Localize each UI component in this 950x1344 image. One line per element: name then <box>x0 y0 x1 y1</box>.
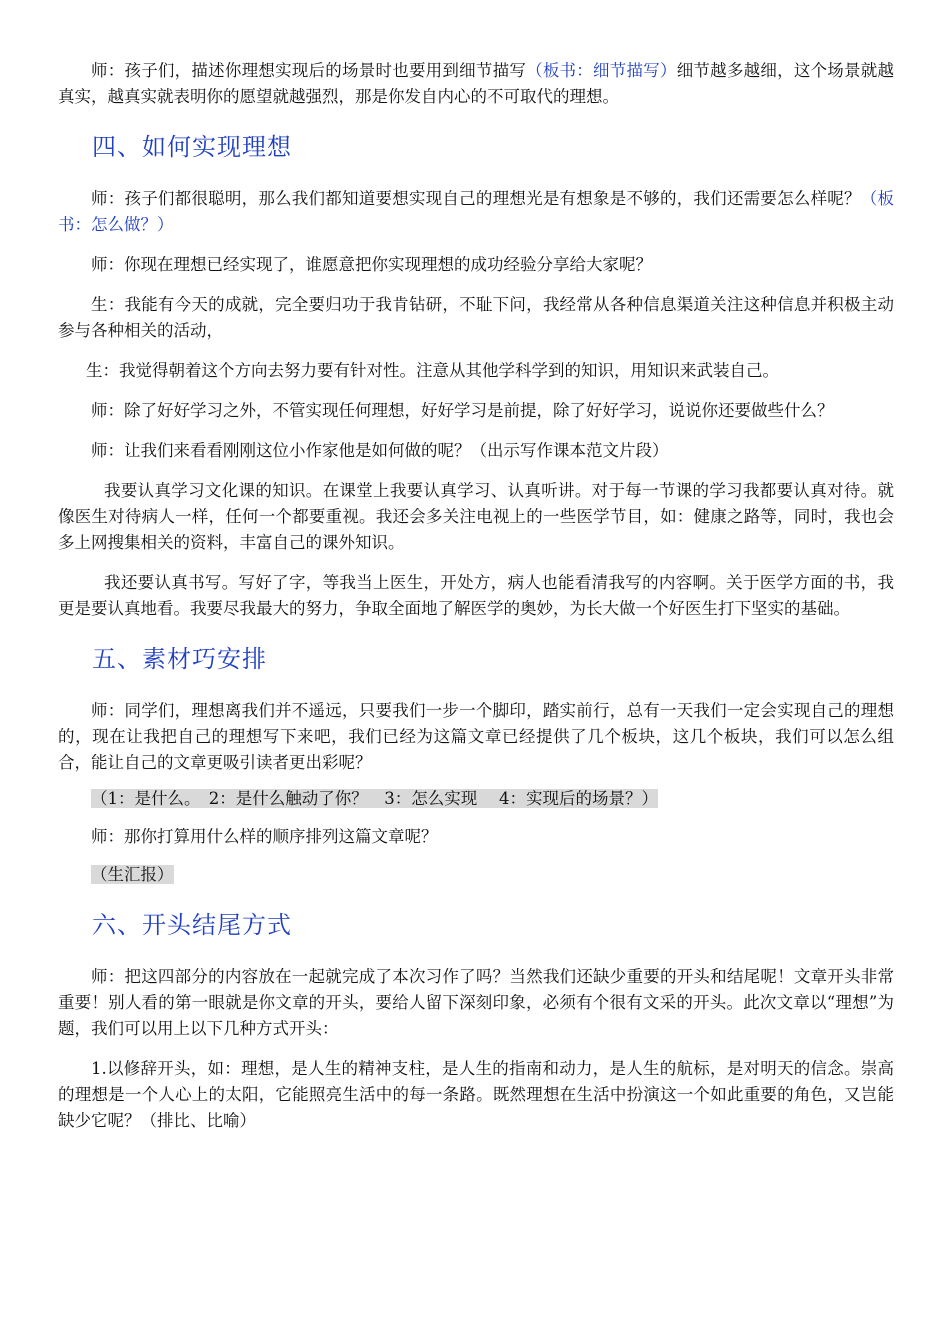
paragraph-student-report: （生汇报） <box>91 865 174 884</box>
paragraph-example-2: 我还要认真书写。写好了字，等我当上医生，开处方，病人也能看清我写的内容啊。关于医学方面的书，我更是要认真地看。我要尽我最大的努力，争取全面地了解医学的奥妙，为长大做一个好医生打下坚实的基础。 <box>58 573 894 618</box>
document-page <box>58 58 894 1134</box>
paragraph-how-to: 师：孩子们都很聪明，那么我们都知道要想实现自己的理想光是有想象是不够的，我们还需要怎么样呢？（板书：怎么做？） <box>58 189 895 234</box>
section-heading-5: 五、素材巧安排 <box>92 645 267 673</box>
paragraph-material: 师：同学们，理想离我们并不遥远，只要我们一步一个脚印，踏实前行，总有一天我们一定会实现自己的理想的，现在让我把自己的理想写下来吧，我们已经为这篇文章已经提供了几个板块，这几个板块，我们可以怎么组合，能让自己的文章更吸引读者更出彩呢？ <box>58 701 894 772</box>
paragraph-teacher-example: 师：让我们来看看刚刚这位小作家他是如何做的呢？（出示写作课本范文片段） <box>91 441 669 460</box>
paragraph-teacher-order: 师：那你打算用什么样的顺序排列这篇文章呢？ <box>91 827 438 846</box>
paragraph-teacher-study: 师：除了好好学习之外，不管实现任何理想，好好学习是前提，除了好好学习，说说你还要做些什么？ <box>91 401 834 420</box>
paragraph-example-1: 我要认真学习文化课的知识。在课堂上我要认真学习、认真听讲。对于每一节课的学习我都要认真对待。就像医生对待病人一样，任何一个都要重视。我还会多关注电视上的一些医学节目，如：健康之路等，同时，我也会多上网搜集相关的资料，丰富自己的课外知识。 <box>58 481 894 552</box>
section-heading-6: 六、开头结尾方式 <box>92 911 292 939</box>
blackboard-note: （板书：细节描写） <box>526 61 677 80</box>
paragraph-blocks-list: （1：是什么。 2：是什么触动了你？ 3：怎么实现 4：实现后的场景？） <box>91 789 658 808</box>
blackboard-note: （板书：怎么做？） <box>58 189 895 234</box>
paragraph-detail-description: 师：孩子们，描述你理想实现后的场景时也要用到细节描写（板书：细节描写）细节越多越细，这个场景就越真实，越真实就表明你的愿望就越强烈，那是你发自内心的不可取代的理想。 <box>58 61 895 106</box>
paragraph-opening-rhetoric: 1.以修辞开头，如：理想，是人生的精神支柱，是人生的指南和动力，是人生的航标，是对明天的信念。崇高的理想是一个人心上的太阳，它能照亮生活中的每一条路。既然理想在生活中扮演这一个如此重要的角色，又岂能缺少它呢？（排比、比喻） <box>58 1059 894 1130</box>
paragraph-student-1: 生：我能有今天的成就，完全要归功于我肯钻研，不耻下问，我经常从各种信息渠道关注这种信息并积极主动参与各种相关的活动， <box>58 295 894 340</box>
paragraph-opening-intro: 师：把这四部分的内容放在一起就完成了本次习作了吗？当然我们还缺少重要的开头和结尾呢！文章开头非常重要！别人看的第一眼就是你文章的开头，要给人留下深刻印象，必须有个很有文采的开头。此次文章以“理想”为题，我们可以用上以下几种方式开头： <box>58 967 894 1038</box>
paragraph-teacher-share: 师：你现在理想已经实现了，谁愿意把你实现理想的成功经验分享给大家呢？ <box>91 255 652 274</box>
paragraph-student-2: 生：我觉得朝着这个方向去努力要有针对性。注意从其他学科学到的知识，用知识来武装自己。 <box>86 361 779 380</box>
section-heading-4: 四、如何实现理想 <box>92 133 292 161</box>
